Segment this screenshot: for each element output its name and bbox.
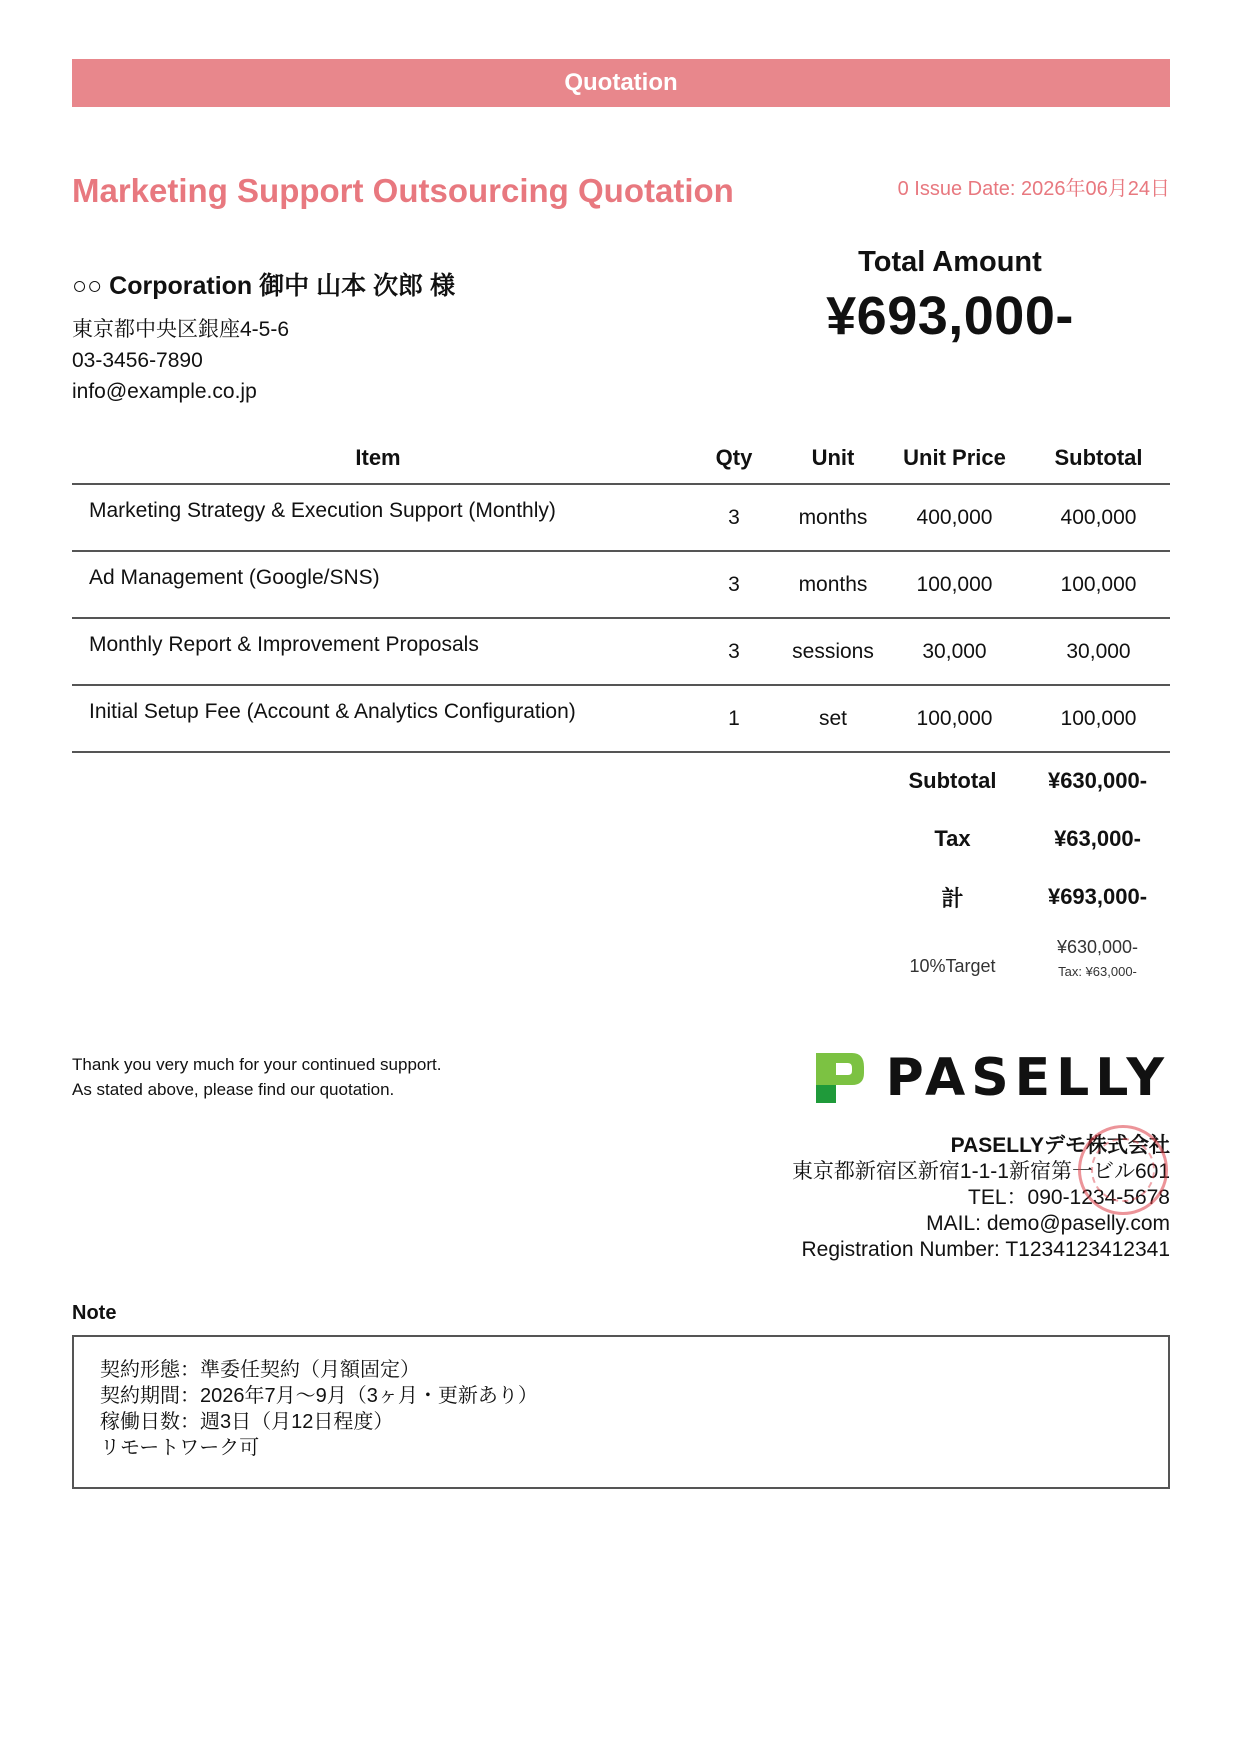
grand-total-label: 計 (941, 885, 964, 911)
row-unit: sessions (784, 618, 882, 685)
subtotal-value: ¥630,000- (1047, 768, 1148, 793)
note-line: 稼働日数：週3日（月12日程度） (100, 1411, 394, 1433)
note-line: リモートワーク可 (100, 1437, 260, 1459)
tax-target-label: 10%Target (909, 956, 996, 976)
note-line: 契約期間：2026年7月〜9月（3ヶ月・更新あり） (100, 1385, 538, 1407)
row-item: Marketing Strategy & Execution Support (Monthly) (72, 484, 684, 551)
row-qty: 3 (684, 551, 784, 618)
issuer-registration: Registration Number: T1234123412341 (801, 1238, 1170, 1261)
issue-date: 0 Issue Date: 2026年06月24日 (897, 178, 1170, 200)
client-email: info@example.co.jp (72, 380, 257, 403)
total-amount-value: ¥693,000- (826, 286, 1074, 346)
totals-block (880, 752, 1170, 979)
client-address: 東京都中央区銀座4-5-6 (72, 318, 290, 341)
thanks-message (72, 1052, 441, 1102)
tax-target-amount: Tax: ¥63,000- (1058, 964, 1137, 979)
total-amount-label: Total Amount (858, 246, 1042, 278)
table-row (72, 484, 1170, 551)
row-subtotal: 100,000 (1027, 685, 1170, 752)
row-item: Initial Setup Fee (Account & Analytics Configuration) (72, 685, 684, 752)
row-unit-price: 30,000 (882, 618, 1027, 685)
row-unit-price: 100,000 (882, 551, 1027, 618)
issuer-name: PASELLYデモ株式会社 (950, 1134, 1170, 1157)
row-subtotal: 100,000 (1027, 551, 1170, 618)
paselly-logo-icon (812, 1049, 868, 1107)
grand-total-row (880, 868, 1170, 926)
note-line: 契約形態：準委任契約（月額固定） (100, 1359, 420, 1381)
row-unit-price: 100,000 (882, 685, 1027, 752)
issuer-address: 東京都新宿区新宿1-1-1新宿第一ビル601 (791, 1160, 1170, 1183)
seal-inner-ring (1091, 1138, 1155, 1202)
note-label: Note (72, 1302, 117, 1324)
issuer-tel: TEL：090-1234-5678 (968, 1186, 1170, 1209)
quotation-banner (72, 59, 1170, 107)
row-subtotal: 400,000 (1027, 484, 1170, 551)
issuer-mail: MAIL: demo@paselly.com (926, 1212, 1170, 1235)
row-item: Ad Management (Google/SNS) (72, 551, 684, 618)
header-unit: Unit (784, 432, 882, 484)
tax-label: Tax (934, 826, 971, 851)
logo-wordmark: PASELLY (885, 1048, 1170, 1108)
total-amount-box (780, 246, 1120, 347)
table-row (72, 685, 1170, 752)
row-qty: 1 (684, 685, 784, 752)
thanks-line-1: Thank you very much for your continued support. (72, 1055, 442, 1074)
row-unit: set (784, 685, 882, 752)
tax-value: ¥63,000- (1054, 826, 1141, 851)
client-phone: 03-3456-7890 (72, 349, 203, 372)
note-box (72, 1335, 1170, 1489)
tax-target-values (1025, 934, 1170, 979)
banner-title: Quotation (564, 69, 678, 96)
row-unit-price: 400,000 (882, 484, 1027, 551)
row-item: Monthly Report & Improvement Proposals (72, 618, 684, 685)
document-title: Marketing Support Outsourcing Quotation (72, 172, 734, 209)
table-row (72, 551, 1170, 618)
header-qty: Qty (684, 432, 784, 484)
row-unit: months (784, 551, 882, 618)
tax-row (880, 810, 1170, 868)
row-unit: months (784, 484, 882, 551)
row-subtotal: 30,000 (1027, 618, 1170, 685)
row-qty: 3 (684, 618, 784, 685)
line-items-table (72, 432, 1170, 753)
thanks-line-2: As stated above, please find our quotation. (72, 1080, 395, 1099)
grand-total-value: ¥693,000- (1047, 884, 1148, 909)
table-row (72, 618, 1170, 685)
client-block (72, 266, 455, 407)
tax-breakdown-row (880, 934, 1170, 979)
company-logo (750, 1045, 1170, 1111)
table-header-row (72, 432, 1170, 484)
tax-target-base: ¥630,000- (1056, 937, 1139, 957)
header-item: Item (72, 432, 684, 484)
header-subtotal: Subtotal (1027, 432, 1170, 484)
issuer-block (750, 1045, 1170, 1263)
subtotal-label: Subtotal (908, 768, 997, 793)
row-qty: 3 (684, 484, 784, 551)
subtotal-row (880, 752, 1170, 810)
header-unit-price: Unit Price (882, 432, 1027, 484)
client-name: ○○ Corporation 御中 山本 次郎 様 (72, 272, 455, 300)
company-seal-stamp-icon (1078, 1125, 1168, 1215)
